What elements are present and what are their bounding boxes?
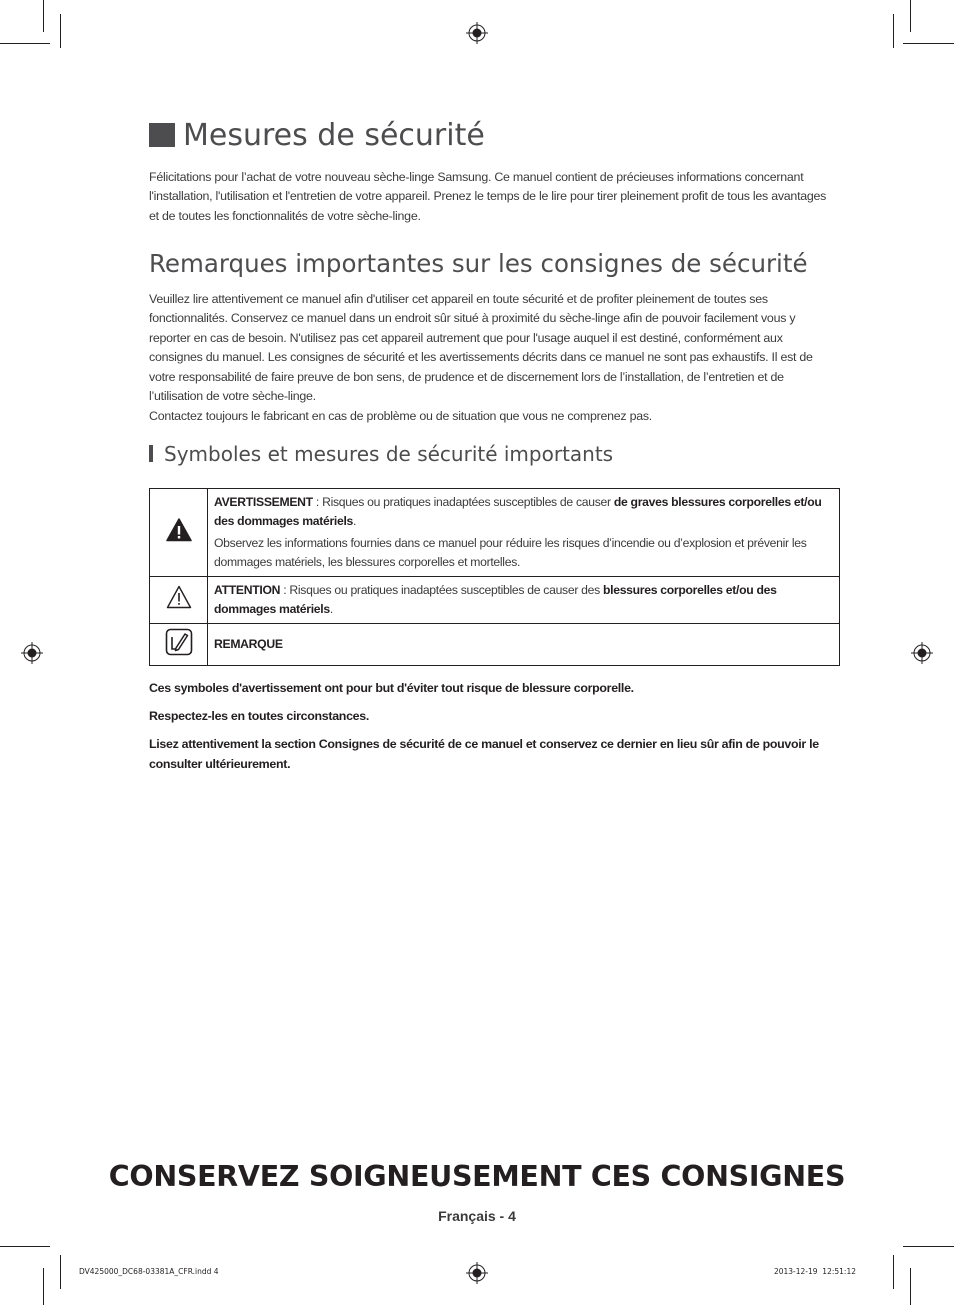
warning-filled-icon [166,518,192,542]
note-row [150,624,840,666]
page-title-text: Mesures de sécurité [183,118,485,153]
title-square-icon [149,123,175,147]
crop-mark [903,43,954,44]
caution-outline-icon [166,585,192,609]
note-pencil-icon [165,628,193,656]
caution-text: : Risques ou pratiques inadaptées susceptibles de causer des [280,583,603,597]
registration-mark-icon [466,22,488,44]
note-icon-cell [150,624,208,666]
warning-row [150,489,840,577]
closing-line: Ces symboles d'avertissement ont pour but d'éviter tout risque de blessure corporelle. [149,681,634,695]
symbols-table [149,488,840,666]
crop-mark [893,14,894,48]
warning-text: : Risques ou pratiques inadaptées susceptibles de causer [312,495,614,509]
registration-mark-icon [911,642,933,664]
crop-mark [0,43,50,44]
registration-mark-icon [21,642,43,664]
footer-title: CONSERVEZ SOIGNEUSEMENT CES CONSIGNES [108,1160,846,1193]
crop-mark [60,14,61,48]
crop-mark [893,1255,894,1289]
slug-right: 2013-12-19 ￼￼ 12:51:12 [773,1267,856,1276]
closing-line: Respectez-les en toutes circonstances. [149,709,369,723]
caution-end: . [329,602,333,616]
note-label: REMARQUE [214,637,283,651]
warning-icon-cell [150,489,208,577]
warning-end: . [353,514,357,528]
warning-label: AVERTISSEMENT [214,495,313,509]
crop-mark [43,1268,44,1305]
closing-line: Lisez attentivement la section Consignes de sécurité de ce manuel et conservez ce dernier en lieu sûr afin de pouvoir le consulter ultérieurement. [149,737,819,771]
intro-paragraph: Félicitations pour l’achat de votre nouveau sèche-linge Samsung. Ce manuel contient de précieuses informations concernant l'installation, l'utilisation et l'entretien de votre appareil. Prenez le temps de le lire pour tirer pleinement profit de tous les avantages et de toutes les fonctionnalités de votre sèche-linge. [149,170,827,223]
caution-row [150,577,840,624]
crop-mark [903,1246,954,1247]
warning-note: Observez les informations fournies dans ce manuel pour réduire les risques d’incendie ou d’explosion et prévenir les dommages matériels, les blessures corporelles et mortelles. [214,536,807,569]
contact-paragraph: Contactez toujours le fabricant en cas de problème ou de situation que vous ne comprenez pas. [149,409,652,423]
safety-paragraph: Veuillez lire attentivement ce manuel afin d'utiliser cet appareil en toute sécurité et de profiter pleinement de toutes ses fonctionnalités. Conservez ce manuel dans un endroit sûr situé à proximité du sèche-linge afin de pouvoir facilement vous y reporter en cas de besoin. N'utilisez pas cet appareil autrement que pour l'usage auquel il est destiné, conformément aux consignes du manuel. Les consignes de sécurité et les avertissements décrits dans ce manuel ne sont pas exhaustifs. Il est de votre responsabilité de faire preuve de bon sens, de prudence et de discernement lors de l’installation, de l’entretien et de l’utilisation de votre sèche-linge. [149,292,813,404]
caution-icon-cell [150,577,208,624]
heading-bar-icon [149,445,153,462]
caution-label: ATTENTION [214,583,281,597]
page-number: Français - 4 [438,1208,516,1224]
registration-mark-icon [466,1262,488,1284]
crop-mark [910,0,911,32]
section-heading: Remarques importantes sur les consignes de sécurité [149,249,808,278]
note-text-cell [208,624,840,666]
slug-left: DV425000_DC68-03381A_CFR.indd 4 [79,1267,219,1276]
crop-mark [43,0,44,32]
subsection-heading [149,442,613,466]
caution-emphasis: blessures corporelles et/ou des dommages matériels [214,583,777,616]
warning-definition [214,493,831,531]
crop-mark [910,1268,911,1305]
crop-mark [60,1255,61,1289]
page-title [149,118,485,153]
caution-text-cell [208,577,840,624]
subsection-heading-text: Symboles et mesures de sécurité importants [164,442,614,466]
warning-text-cell [208,489,840,577]
crop-mark [0,1246,50,1247]
warning-emphasis: de graves blessures corporelles et/ou des dommages matériels [214,495,822,528]
